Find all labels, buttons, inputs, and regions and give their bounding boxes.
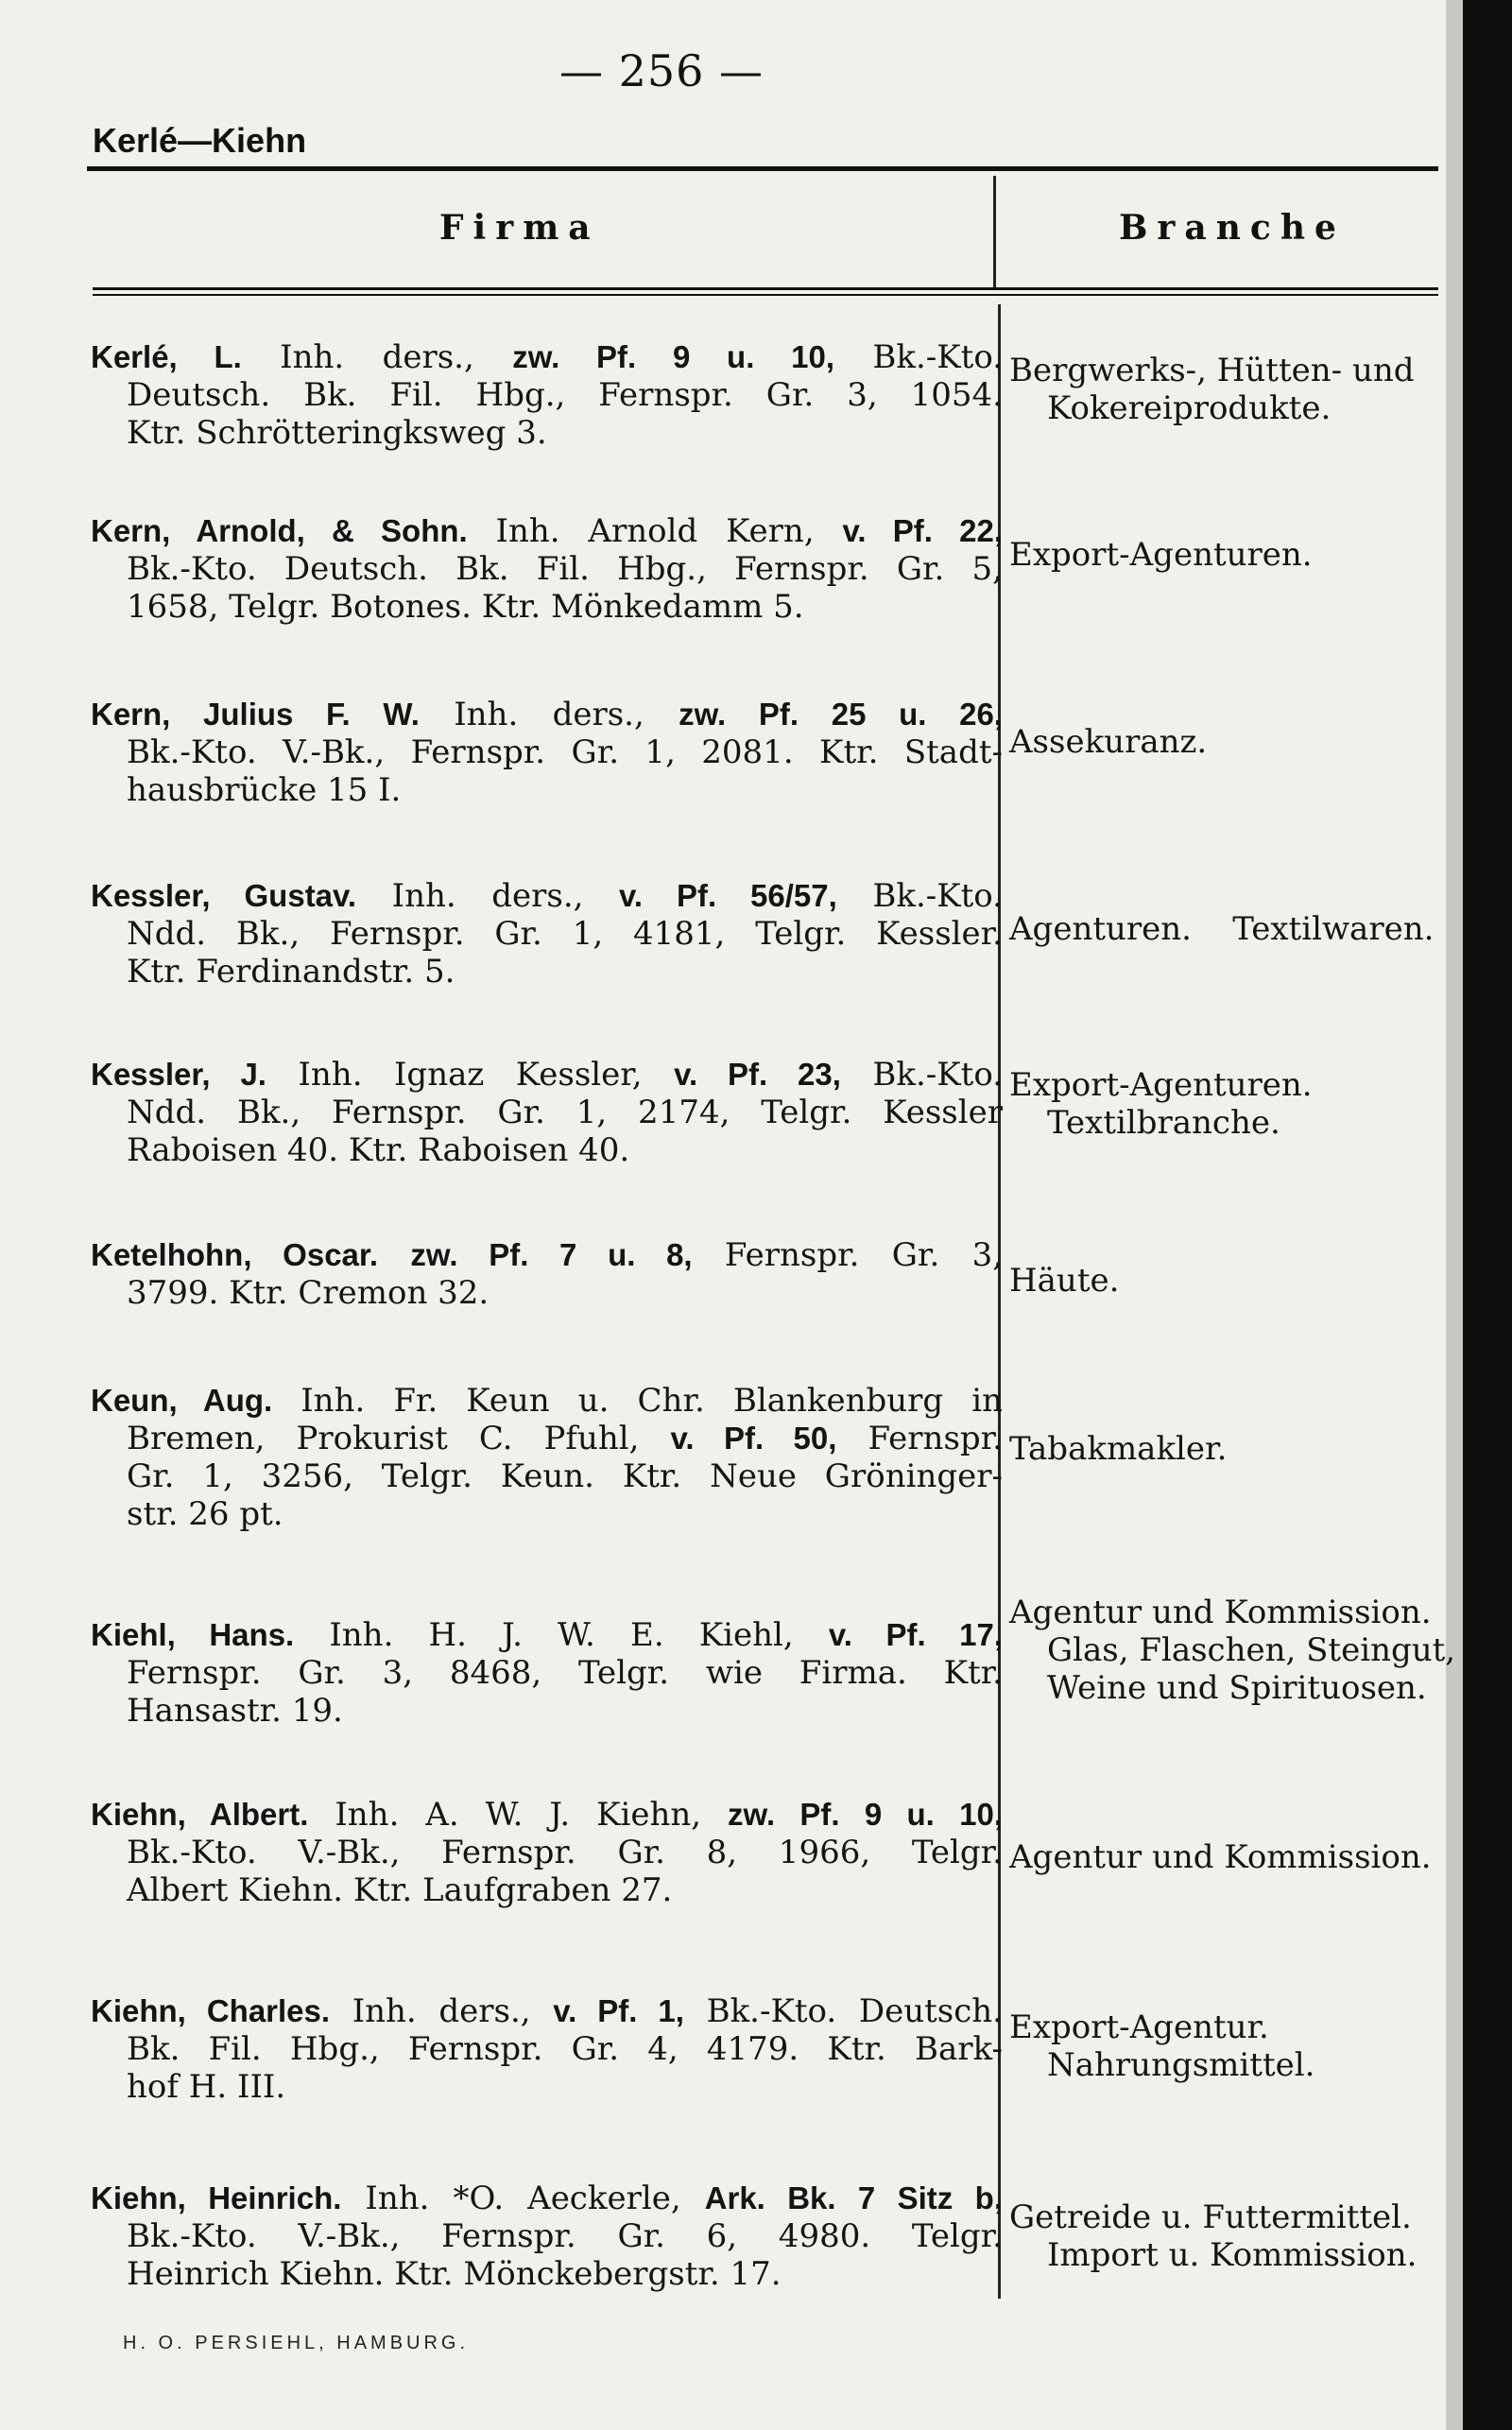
- entry-branche: [1009, 1430, 1463, 1468]
- directory-entry: [91, 1382, 1003, 1533]
- entry-text: Bk.-Kto. V.-Bk., Fernspr. Gr. 1, 2081. Ktr. Stadt-: [127, 733, 1003, 771]
- entry-text: Inh. Arnold Kern,: [467, 512, 843, 550]
- entry-text: Fernspr. Gr. 3, 8468, Telgr. wie Firma. Ktr.: [127, 1654, 1003, 1692]
- entry-branche: [1009, 723, 1463, 761]
- entry-bold-text: Ketelhohn, Oscar.: [91, 1237, 379, 1272]
- entry-bold-text: zw. Pf. 7 u. 8,: [410, 1237, 693, 1272]
- entry-line: [91, 2068, 1003, 2106]
- header-top-rule: [87, 166, 1438, 171]
- entry-text: Ktr. Ferdinandstr. 5.: [127, 953, 455, 991]
- directory-entry: [91, 1616, 1003, 1730]
- entry-line: [91, 1274, 1003, 1312]
- entry-bold-text: Kiehn, Charles.: [91, 1993, 331, 2028]
- entry-line: [91, 2217, 1003, 2255]
- branche-line: Weine und Spirituosen.: [1047, 1669, 1427, 1707]
- entry-text: Inh. H. J. W. E. Kiehl,: [294, 1616, 829, 1654]
- entry-text: Fernspr.: [836, 1420, 1003, 1457]
- entry-bold-text: zw. Pf. 9 u. 10,: [728, 1797, 1003, 1832]
- entry-line: [91, 1094, 1003, 1131]
- header-column-divider: [993, 176, 996, 287]
- entry-text: Inh. A. W. J. Kiehn,: [308, 1796, 728, 1834]
- entry-first-line: [91, 696, 1003, 733]
- entry-first-line: [91, 1236, 1003, 1274]
- branche-line: Textilbranche.: [1047, 1104, 1280, 1142]
- page-number: — 256 —: [558, 45, 765, 96]
- entry-bold-text: zw. Pf. 25 u. 26,: [679, 697, 1003, 732]
- entry-bold-text: Kern, Arnold, & Sohn.: [91, 513, 468, 548]
- entry-text: str. 26 pt.: [127, 1495, 284, 1533]
- entry-text: Inh. *O. Aeckerle,: [341, 2180, 705, 2217]
- entry-text: 3799. Ktr. Cremon 32.: [127, 1274, 490, 1312]
- branche-line: Export-Agenturen.: [1009, 1066, 1313, 1104]
- branche-line: Agentur und Kommission.: [1009, 1594, 1432, 1631]
- entry-bold-text: v. Pf. 23,: [674, 1057, 841, 1092]
- entry-text: Bk.-Kto. V.-Bk., Fernspr. Gr. 6, 4980. Telgr.: [127, 2217, 1003, 2255]
- entry-bold-text: v. Pf. 22,: [842, 513, 1003, 548]
- entry-text: Heinrich Kiehn. Ktr. Mönckebergstr. 17.: [127, 2255, 782, 2293]
- entry-text: Inh. ders.,: [419, 696, 679, 733]
- branche-line: Glas, Flaschen, Steingut,: [1047, 1631, 1456, 1669]
- entry-branche: [1009, 910, 1463, 948]
- branche-line: Import u. Kommission.: [1047, 2236, 1418, 2274]
- directory-entry: [91, 1056, 1003, 1169]
- entry-text: Fernspr. Gr. 3,: [692, 1236, 1004, 1274]
- header-bottom-rule-1: [93, 287, 1438, 290]
- entry-text: Inh. ders.,: [241, 338, 513, 376]
- entry-branche: [1009, 1066, 1463, 1142]
- entry-line: [91, 1420, 1003, 1457]
- entry-text: Bk.-Kto.: [840, 1056, 1004, 1094]
- branche-line: Agenturen. Textilwaren.: [1009, 910, 1435, 948]
- branche-line: Häute.: [1009, 1262, 1120, 1300]
- entry-text: Inh. ders.,: [330, 1992, 554, 2030]
- entry-first-line: [91, 1992, 1003, 2030]
- entry-text: Ndd. Bk., Fernspr. Gr. 1, 2174, Telgr. Kessler: [127, 1094, 1003, 1131]
- entry-line: [91, 1834, 1003, 1871]
- branche-line: Export-Agentur.: [1009, 2008, 1269, 2046]
- entry-bold-text: Kerlé, L.: [91, 339, 242, 374]
- branche-line: Bergwerks-, Hütten- und: [1009, 352, 1415, 389]
- entry-first-line: [91, 877, 1003, 915]
- entry-line: [91, 1457, 1003, 1495]
- entry-text: Bk.-Kto.: [834, 338, 1004, 376]
- entry-bold-text: v. Pf. 1,: [553, 1993, 684, 2028]
- branche-line: Nahrungsmittel.: [1047, 2046, 1315, 2084]
- entry-text: Bk.-Kto. Deutsch. Bk. Fil. Hbg., Fernspr. Gr. 5,: [127, 550, 1003, 588]
- entry-text: Gr. 1, 3256, Telgr. Keun. Ktr. Neue Gröninger-: [127, 1457, 1003, 1495]
- branche-line: Assekuranz.: [1009, 723, 1208, 761]
- header-bottom-rule-2: [93, 294, 1438, 296]
- entry-branche: [1009, 2008, 1463, 2084]
- entry-text: Inh. ders.,: [356, 877, 619, 915]
- entry-branche: [1009, 2198, 1463, 2274]
- entry-line: [91, 550, 1003, 588]
- entry-first-line: [91, 2180, 1003, 2217]
- directory-entry: [91, 2180, 1003, 2293]
- entry-text: Bk.-Kto. V.-Bk., Fernspr. Gr. 8, 1966, Telgr.: [127, 1834, 1003, 1871]
- entry-text: Ndd. Bk., Fernspr. Gr. 1, 4181, Telgr. Kessler.: [127, 915, 1003, 953]
- entry-branche: [1009, 1594, 1463, 1707]
- entry-bold-text: v. Pf. 50,: [670, 1421, 837, 1456]
- directory-entry: [91, 877, 1003, 991]
- entry-text: Ktr. Schrötteringksweg 3.: [127, 414, 547, 452]
- entry-bold-text: v. Pf. 56/57,: [619, 878, 837, 913]
- entry-first-line: [91, 1382, 1003, 1420]
- directory-entry: [91, 1236, 1003, 1312]
- directory-entry: [91, 512, 1003, 626]
- entry-line: [91, 1495, 1003, 1533]
- branche-line: Export-Agenturen.: [1009, 536, 1313, 574]
- entry-text: Bk.-Kto.: [836, 877, 1003, 915]
- entry-text: Hansastr. 19.: [127, 1692, 343, 1730]
- scan-border: [1463, 0, 1512, 2430]
- entry-line: [91, 1692, 1003, 1730]
- entry-text: Deutsch. Bk. Fil. Hbg., Fernspr. Gr. 3, 1054.: [127, 376, 1003, 414]
- entry-text: Bremen, Prokurist C. Pfuhl,: [127, 1420, 671, 1457]
- directory-entry: [91, 338, 1003, 452]
- entry-line: [91, 414, 1003, 452]
- entry-bold-text: Keun, Aug.: [91, 1383, 273, 1418]
- entry-text: 1658, Telgr. Botones. Ktr. Mönkedamm 5.: [127, 588, 804, 626]
- directory-entry: [91, 1992, 1003, 2106]
- running-head: Kerlé—Kiehn: [93, 121, 307, 160]
- entry-line: [91, 1654, 1003, 1692]
- entry-line: [91, 771, 1003, 809]
- entry-text: hof H. III.: [127, 2068, 286, 2106]
- entry-first-line: [91, 338, 1003, 376]
- entry-branche: [1009, 1838, 1463, 1876]
- entry-text: Bk. Fil. Hbg., Fernspr. Gr. 4, 4179. Ktr. Bark-: [127, 2030, 1003, 2068]
- entry-line: [91, 1131, 1003, 1169]
- entry-bold-text: v. Pf. 17,: [828, 1617, 1004, 1652]
- entry-text: Inh. Ignaz Kessler,: [266, 1056, 675, 1094]
- entry-line: [91, 2030, 1003, 2068]
- entry-first-line: [91, 1796, 1003, 1834]
- entry-branche: [1009, 1262, 1463, 1300]
- branche-line: Getreide u. Futtermittel.: [1009, 2198, 1412, 2236]
- entry-line: [91, 953, 1003, 991]
- column-header-firma: Firma: [439, 208, 600, 248]
- entry-branche: [1009, 536, 1463, 574]
- entry-text: Bk.-Kto. Deutsch.: [683, 1992, 1003, 2030]
- entry-line: [91, 2255, 1003, 2293]
- column-header-branche: Branche: [1119, 208, 1346, 248]
- entry-text: Inh. Fr. Keun u. Chr. Blankenburg in: [272, 1382, 1003, 1420]
- branche-line: Agentur und Kommission.: [1009, 1838, 1432, 1876]
- entry-first-line: [91, 512, 1003, 550]
- entry-bold-text: Ark. Bk. 7 Sitz b,: [704, 2180, 1003, 2215]
- entry-bold-text: zw. Pf. 9 u. 10,: [512, 339, 834, 374]
- entry-bold-text: Kessler, J.: [91, 1057, 266, 1092]
- entry-bold-text: Kiehl, Hans.: [91, 1617, 295, 1652]
- entry-bold-text: Kiehn, Albert.: [91, 1797, 309, 1832]
- entry-bold-text: Kessler, Gustav.: [91, 878, 357, 913]
- entry-line: [91, 376, 1003, 414]
- directory-entry: [91, 696, 1003, 809]
- entry-line: [91, 588, 1003, 626]
- branche-line: Kokereiprodukte.: [1047, 389, 1332, 427]
- entry-text: [378, 1236, 410, 1274]
- entry-first-line: [91, 1056, 1003, 1094]
- entry-text: Albert Kiehn. Ktr. Laufgraben 27.: [127, 1871, 673, 1909]
- entry-line: [91, 1871, 1003, 1909]
- printer-imprint: H. O. PERSIEHL, HAMBURG.: [123, 2333, 470, 2353]
- entry-bold-text: Kern, Julius F. W.: [91, 697, 420, 732]
- directory-entry: [91, 1796, 1003, 1909]
- branche-line: Tabakmakler.: [1009, 1430, 1228, 1468]
- entry-text: hausbrücke 15 I.: [127, 771, 402, 809]
- entry-branche: [1009, 352, 1463, 427]
- entry-text: Raboisen 40. Ktr. Raboisen 40.: [127, 1131, 630, 1169]
- entry-line: [91, 915, 1003, 953]
- entry-first-line: [91, 1616, 1003, 1654]
- entry-line: [91, 733, 1003, 771]
- entry-bold-text: Kiehn, Heinrich.: [91, 2180, 342, 2215]
